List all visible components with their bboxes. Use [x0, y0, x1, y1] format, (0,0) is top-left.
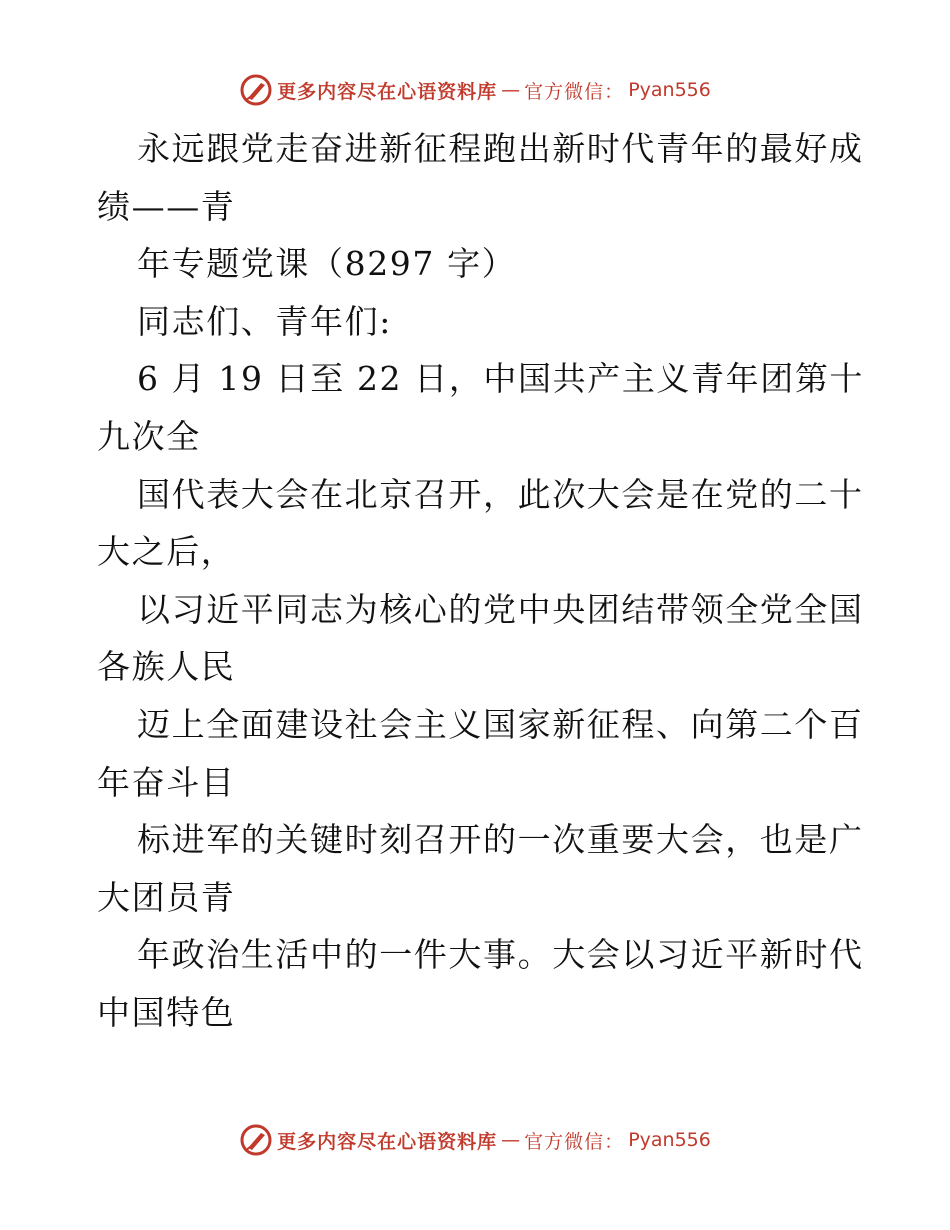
- watermark-separator: —: [501, 79, 521, 101]
- text-line: 中国特色: [97, 992, 236, 1032]
- header-watermark: [0, 70, 950, 110]
- footer-watermark: [0, 1120, 950, 1160]
- document-body: [97, 120, 865, 1042]
- quill-logo-icon: [239, 73, 273, 107]
- text-line: 年政治生活中的一件大事。大会以习近平新时代: [137, 935, 864, 975]
- text-line: 同志们、青年们:: [137, 301, 392, 341]
- text-line: 绩——青: [97, 186, 236, 226]
- text-line: 年专题党课（8297 字）: [137, 244, 517, 284]
- watermark-wechat-id: Pyan556: [628, 1129, 711, 1151]
- watermark-separator: —: [501, 1129, 521, 1151]
- text-line: 国代表大会在北京召开，此次大会是在党的二十: [137, 474, 864, 514]
- text-line: 以习近平同志为核心的党中央团结带领全党全国: [137, 589, 864, 629]
- watermark-wechat-id: Pyan556: [628, 79, 711, 101]
- text-line: 永远跟党走奋进新征程跑出新时代青年的最好成: [137, 129, 864, 168]
- text-line: 迈上全面建设社会主义国家新征程、向第二个百: [137, 704, 864, 744]
- text-line: 大团员青: [97, 877, 236, 917]
- text-line: 标进军的关键时刻召开的一次重要大会，也是广: [137, 820, 864, 860]
- watermark-brand: 更多内容尽在心语资料库: [277, 80, 498, 103]
- text-line: 大之后，: [97, 532, 236, 572]
- text-line: 九次全: [97, 416, 201, 456]
- watermark-label: 官方微信：: [524, 1130, 625, 1153]
- text-line: 各族人民: [97, 647, 236, 687]
- quill-logo-icon: [239, 1123, 273, 1157]
- watermark-brand: 更多内容尽在心语资料库: [277, 1130, 498, 1153]
- text-line: 6 月 19 日至 22 日，中国共产主义青年团第十: [137, 359, 865, 399]
- text-line: 年奋斗目: [97, 762, 236, 802]
- watermark-label: 官方微信：: [524, 80, 625, 103]
